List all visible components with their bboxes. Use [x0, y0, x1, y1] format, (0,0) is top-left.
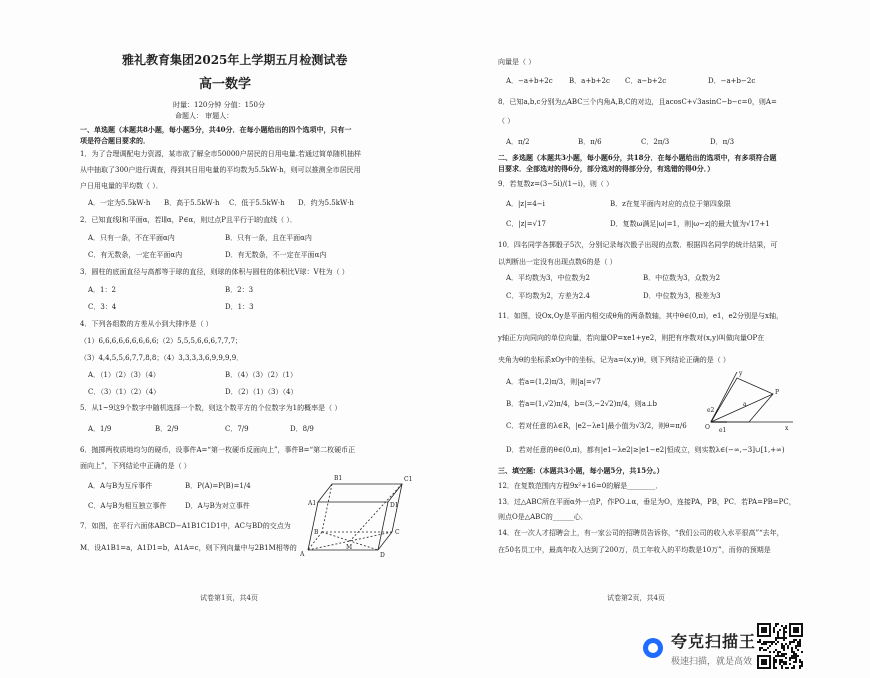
q6-option-b: B．P(A)=P(B)=1/4 — [185, 482, 251, 490]
q3-option-d: D．1：3 — [225, 303, 254, 311]
label-p: P — [775, 389, 780, 396]
parallelepiped-figure — [300, 470, 415, 560]
scanner-watermark — [643, 623, 865, 673]
q9-option-d: D．复数ω满足|ω|=1，则|ω−z|的最大值为√17+1 — [610, 220, 770, 228]
page-footer-left: 试卷第1页，共4页 — [200, 594, 258, 602]
q11-stem-3: 夹角为θ的坐标系xOy中的坐标，记为a=(x,y)θ，则下列结论正确的是（ ） — [498, 356, 730, 364]
scanner-logo-icon — [643, 638, 663, 658]
label-a1: A1 — [308, 500, 317, 507]
q1-option-d: D．约为5.5kW·h — [298, 199, 354, 207]
section2-heading: 二、多选题（本题共3小题，每小题6分，共18分．在每小题给出的选项中，有多项符合题 — [498, 153, 777, 162]
label-y: y — [739, 370, 743, 377]
q4-option-c: C．（3）（1）（2）（4） — [88, 388, 161, 396]
q4-stem: 4．下列各组数的方差从小到大排序是（ ） — [80, 320, 213, 328]
q4-option-a: A．（1）（2）（3）（4） — [88, 371, 160, 379]
q8-option-c: C．2π/3 — [641, 138, 670, 146]
q13-stem-2: 则点O是△ABC的______心． — [498, 513, 588, 521]
q5-option-a: A．1/9 — [88, 425, 112, 433]
q10-option-c: C．平均数为2，方差为2.4 — [506, 292, 590, 300]
q6-stem-2: 面向上”，下列结论中正确的是（ ） — [80, 462, 191, 470]
label-c1: C1 — [404, 476, 413, 483]
q7-option-a: A．−a+b+2c — [506, 77, 553, 85]
q7-option-c: C．a−b+2c — [625, 77, 667, 85]
q3-option-a: A．1：2 — [88, 286, 116, 294]
label-x: x — [785, 425, 789, 432]
label-e1: e1 — [719, 427, 727, 434]
q8-option-b: B．π/6 — [578, 138, 602, 146]
right-page — [435, 0, 870, 678]
q4-data-2: （3）4,4,5,5,6,7,7,8,8；（4）3,3,3,3,6,9,9,9,9． — [80, 354, 244, 362]
q2-option-a: A．只有一条，不在平面α内 — [88, 234, 175, 242]
q9-stem: 9．若复数z=(3−5i)/(1−i)，则（ ） — [498, 180, 614, 188]
q14-stem: 14．在一次人才招聘会上，有一家公司的招聘员告诉你，“我们公司的收入水平很高”“去年， — [498, 529, 784, 537]
q2-stem: 2．已知直线l和平面α，若l∥α，P∈α，则过点P且平行于l的直线（ ）． — [80, 216, 297, 224]
q12-stem: 12．在复数范围内方程9x²+16=0的解是________． — [498, 482, 663, 490]
q14-stem-2: 在50名员工中，最高年收入达到了200万，员工年收入的平均数是10万”，而你的预期是 — [498, 546, 771, 554]
q2-option-c: C．有无数条，一定在平面α内 — [88, 251, 183, 259]
label-a: A — [300, 551, 305, 558]
q4-option-d: D．（2）（1）（3）（4） — [225, 388, 298, 396]
q7-option-b: B．a+b+2c — [569, 77, 610, 85]
q3-stem: 3．圆柱的底面直径与高都等于球的直径，则球的体积与圆柱的体积比V球：V柱为（ ） — [80, 268, 349, 276]
scanner-tagline: 极速扫描，就是高效 — [671, 657, 753, 667]
q10-option-b: B．中位数为3，众数为2 — [643, 274, 721, 282]
label-m: M — [346, 544, 353, 551]
q11-stem: 11．如图，设Ox,Oy是平面内相交成θ角的两条数轴，其中θ∈(0,π)，e1，e2分别是与x轴， — [498, 312, 784, 320]
q8-stem: 8．已知a,b,c分别为△ABC三个内角A,B,C的对边，且acosC+√3asinC−b−c=0，则A= — [498, 98, 777, 106]
q6-option-a: A．A与B为互斥事件 — [88, 482, 153, 490]
section2-heading-cont: 目要求．全部选对的得6分，部分选对的得部分分，有选错的得0分．） — [498, 164, 715, 173]
q6-option-d: D．A与B为对立事件 — [185, 502, 250, 510]
q10-stem-2: 以判断出一定没有出现点数6的是（ ） — [498, 258, 617, 266]
q11-option-b: B．若a=(1,√2)π/4，b=(3,−2√2)π/4，则a⊥b — [506, 400, 658, 408]
label-b: B — [314, 529, 319, 536]
q10-stem: 10．四名同学各掷骰子5次，分别记录每次骰子出现的点数．根据四名同学的统计结果，可 — [498, 241, 778, 249]
q13-stem: 13．过△ABC所在平面α外一点P，作PO⊥α，垂足为O，连接PA，PB，PC．若PA=PB=PC， — [498, 498, 796, 506]
q10-option-d: D．中位数为3，极差为3 — [643, 292, 721, 300]
q5-option-d: D．8/9 — [290, 425, 314, 433]
q9-option-b: B．z在复平面内对应的点位于第四象限 — [610, 200, 731, 208]
label-d1: D1 — [390, 502, 399, 509]
q1-option-c: C．低于5.5kW·h — [229, 199, 285, 207]
section1-heading-cont: 项是符合题目要求的． — [80, 136, 150, 145]
page-footer-right: 试卷第2页，共4页 — [607, 594, 665, 602]
label-o: O — [705, 424, 710, 431]
q11-option-c: C．若对任意的λ∈R，|e2−λe1|最小值为√3/2，则θ=π/6 — [506, 422, 687, 430]
q7-stem-2: M．设A1B1=a，A1D1=b，A1A=c，则下列向量中与2B1M相等的 — [80, 544, 297, 552]
q1-stem-3: 户日用电量的平均数（ ）． — [80, 182, 163, 190]
q3-option-c: C．3：4 — [88, 303, 117, 311]
q11-stem-2: y轴正方向同向的单位向量，若向量OP=xe1+ye2，则把有序数对(x,y)叫做向量OP在 — [498, 334, 765, 342]
q11-option-a: A．若a=(1,2)π/3，则|a|=√7 — [506, 378, 601, 386]
q1-option-b: B．高于5.5kW·h — [164, 199, 220, 207]
q9-option-c: C．|z|=√17 — [506, 220, 546, 228]
q2-option-d: D．有无数条，不一定在平面α内 — [225, 251, 327, 259]
time-line: 时量：120分钟 分值：150分 — [173, 101, 265, 109]
author-line: 命题人： 审题人： — [175, 112, 234, 120]
q4-option-b: B．（4）（3）（2）（1） — [225, 371, 297, 379]
exam-title: 雅礼教育集团2025年上学期五月检测试卷 — [122, 53, 348, 67]
q1-option-a: A．一定为5.5kW·h — [88, 199, 151, 207]
label-b1: B1 — [334, 475, 343, 482]
label-c: C — [395, 529, 400, 536]
q1-stem: 1．为了合理调配电力资源，某市欲了解全市50000户居民的日用电量.若通过简单随机抽样 — [80, 150, 361, 158]
q2-option-b: B．只有一条，且在平面α内 — [225, 234, 312, 242]
q10-option-a: A．平均数为3，中位数为2 — [506, 274, 590, 282]
q6-option-c: C．A与B为相互独立事件 — [88, 502, 167, 510]
label-d: D — [380, 552, 385, 559]
oblique-axes-figure — [705, 366, 795, 438]
label-e2: e2 — [707, 407, 715, 414]
qr-code-icon — [757, 623, 803, 669]
q8-paren: （ ） — [498, 117, 515, 125]
q8-option-d: D．π/3 — [710, 138, 735, 146]
section1-heading: 一、单选题（本题共8小题，每小题5分，共40分．在每小题给出的四个选项中，只有一 — [80, 125, 352, 134]
q11-option-d: D．若对任意的θ∈(0,π)，都有|e1−λe2|≥|e1−e2|恒成立，则实数λ∈(−∞,−3]∪[1,+∞) — [506, 446, 785, 454]
subject-title: 高一数学 — [199, 77, 252, 92]
section3-heading: 三、填空题:（本题共3小题，每小题5分，共15分。） — [498, 466, 664, 475]
q9-option-a: A．|z|=4−i — [506, 200, 545, 208]
label-a-vector: a — [743, 401, 747, 408]
q5-option-c: C．7/9 — [225, 425, 249, 433]
q8-option-a: A．π/2 — [506, 138, 530, 146]
q6-stem: 6．抛掷两枚质地均匀的硬币，设事件A=“第一枚硬币反面向上”，事件B=“第二枚硬币正 — [80, 446, 356, 454]
q7-stem: 7．如图，在平行六面体ABCD−A1B1C1D1中，AC与BD的交点为 — [80, 522, 291, 530]
q4-data-1: （1）6,6,6,6,6,6,6,6,6;（2）5,5,5,6,6,6,7,7,7； — [80, 337, 243, 345]
scanner-app-name: 夸克扫描王 — [671, 632, 757, 651]
q3-option-b: B．2：3 — [225, 286, 254, 294]
q5-stem: 5．从1~9这9个数字中随机选择一个数，则这个数平方的个位数字为1的概率是（ ） — [80, 404, 342, 412]
q7-stem-tail: 向量是（ ） — [498, 58, 536, 66]
q7-option-d: D．−a+b−2c — [708, 77, 756, 85]
q5-option-b: B．2/9 — [155, 425, 179, 433]
q1-stem-2: 从中抽取了300户进行调查，得到其日用电量的平均数为5.5kW·h，则可以推测全市居民用 — [80, 166, 361, 174]
